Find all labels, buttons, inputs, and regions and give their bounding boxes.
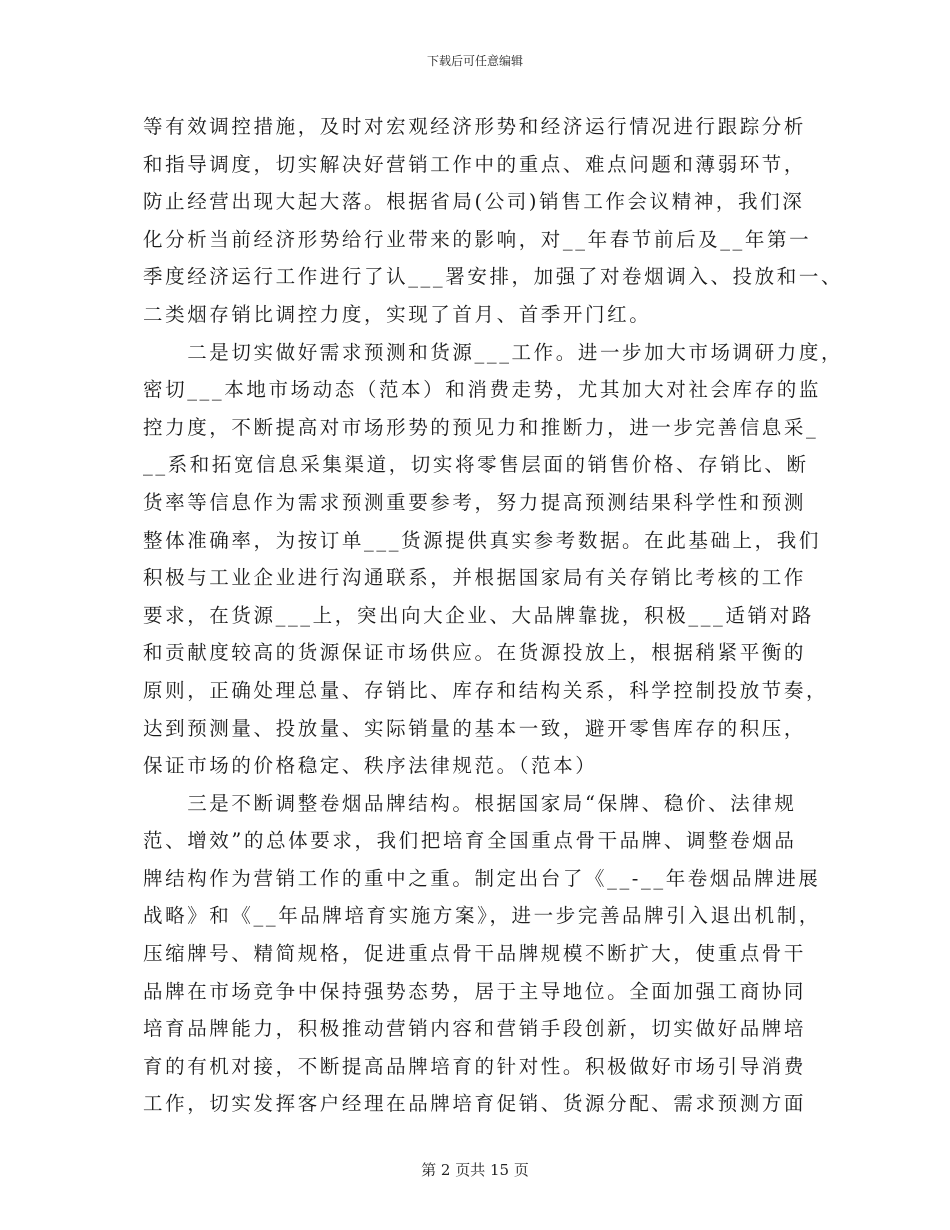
text-line: 三是不断调整卷烟品牌结构。根据国家局“保牌、稳价、法律规	[143, 791, 797, 815]
text-line: 达到预测量、投放量、实际销量的基本一致，避开零售库存的积压，	[143, 716, 807, 740]
text-line: 和贡献度较高的货源保证市场供应。在货源投放上，根据稍紧平衡的	[143, 641, 807, 665]
text-line: 二类烟存销比调控力度，实现了首月、首季开门红。	[143, 302, 652, 326]
document-body	[143, 108, 844, 1123]
page-header: 下载后可任意编辑	[426, 54, 523, 68]
text-line: 积极与工业企业进行沟通联系，并根据国家局有关存销比考核的工作	[143, 566, 807, 590]
page-number: 第 2 页共 15 页	[421, 1161, 529, 1179]
text-line: 季度经济运行工作进行了认___署安排，加强了对卷烟调入、投放和一、	[143, 265, 844, 289]
text-line: __系和拓宽信息采集渠道，切实将零售层面的销售价格、存销比、断	[143, 453, 809, 477]
text-line: 化分析当前经济形势给行业带来的影响，对__年春节前后及__年第一	[143, 227, 812, 251]
text-line: 和指导调度，切实解决好营销工作中的重点、难点问题和薄弱环节，	[143, 152, 807, 176]
text-line: 原则，正确处理总量、存销比、库存和结构关系，科学控制投放节奏，	[143, 678, 829, 702]
text-line: 保证市场的价格稳定、秩序法律规范。（范本）	[143, 754, 598, 778]
text-line: 整体准确率，为按订单___货源提供真实参考数据。在此基础上，我们	[143, 528, 821, 552]
text-line: 育的有机对接，不断提高品牌培育的针对性。积极做好市场引导消费	[143, 1054, 807, 1078]
text-line: 战略》和《__年品牌培育实施方案》，进一步完善品牌引入退出机制，	[143, 904, 821, 928]
text-line: 培育品牌能力，积极推动营销内容和营销手段创新，切实做好品牌培	[143, 1017, 807, 1041]
text-line: 要求，在货源___上，突出向大企业、大品牌靠拢，积极___适销对路	[143, 603, 814, 627]
text-line: 品牌在市场竞争中保持强势态势，居于主导地位。全面加强工商协同	[143, 979, 807, 1003]
text-line: 密切___本地市场动态（范本）和消费走势，尤其加大对社会库存的监	[143, 378, 821, 402]
text-line: 工作，切实发挥客户经理在品牌培育促销、货源分配、需求预测方面	[143, 1092, 807, 1116]
text-line: 牌结构作为营销工作的重中之重。制定出台了《__-__年卷烟品牌进展	[143, 866, 821, 890]
text-line: 控力度，不断提高对市场形势的预见力和推断力，进一步完善信息采_	[143, 415, 819, 439]
text-line: 防止经营出现大起大落。根据省局(公司)销售工作会议精神，我们深	[143, 190, 805, 214]
text-line: 范、增效”的总体要求，我们把培育全国重点骨干品牌、调整卷烟品	[143, 829, 797, 853]
text-line: 压缩牌号、精简规格，促进重点骨干品牌规模不断扩大，使重点骨干	[143, 942, 807, 966]
text-line: 货率等信息作为需求预测重要参考，努力提高预测结果科学性和预测	[143, 490, 807, 514]
text-line: 二是切实做好需求预测和货源___工作。进一步加大市场调研力度，	[143, 340, 844, 364]
text-line: 等有效调控措施，及时对宏观经济形势和经济运行情况进行跟踪分析	[143, 115, 807, 138]
